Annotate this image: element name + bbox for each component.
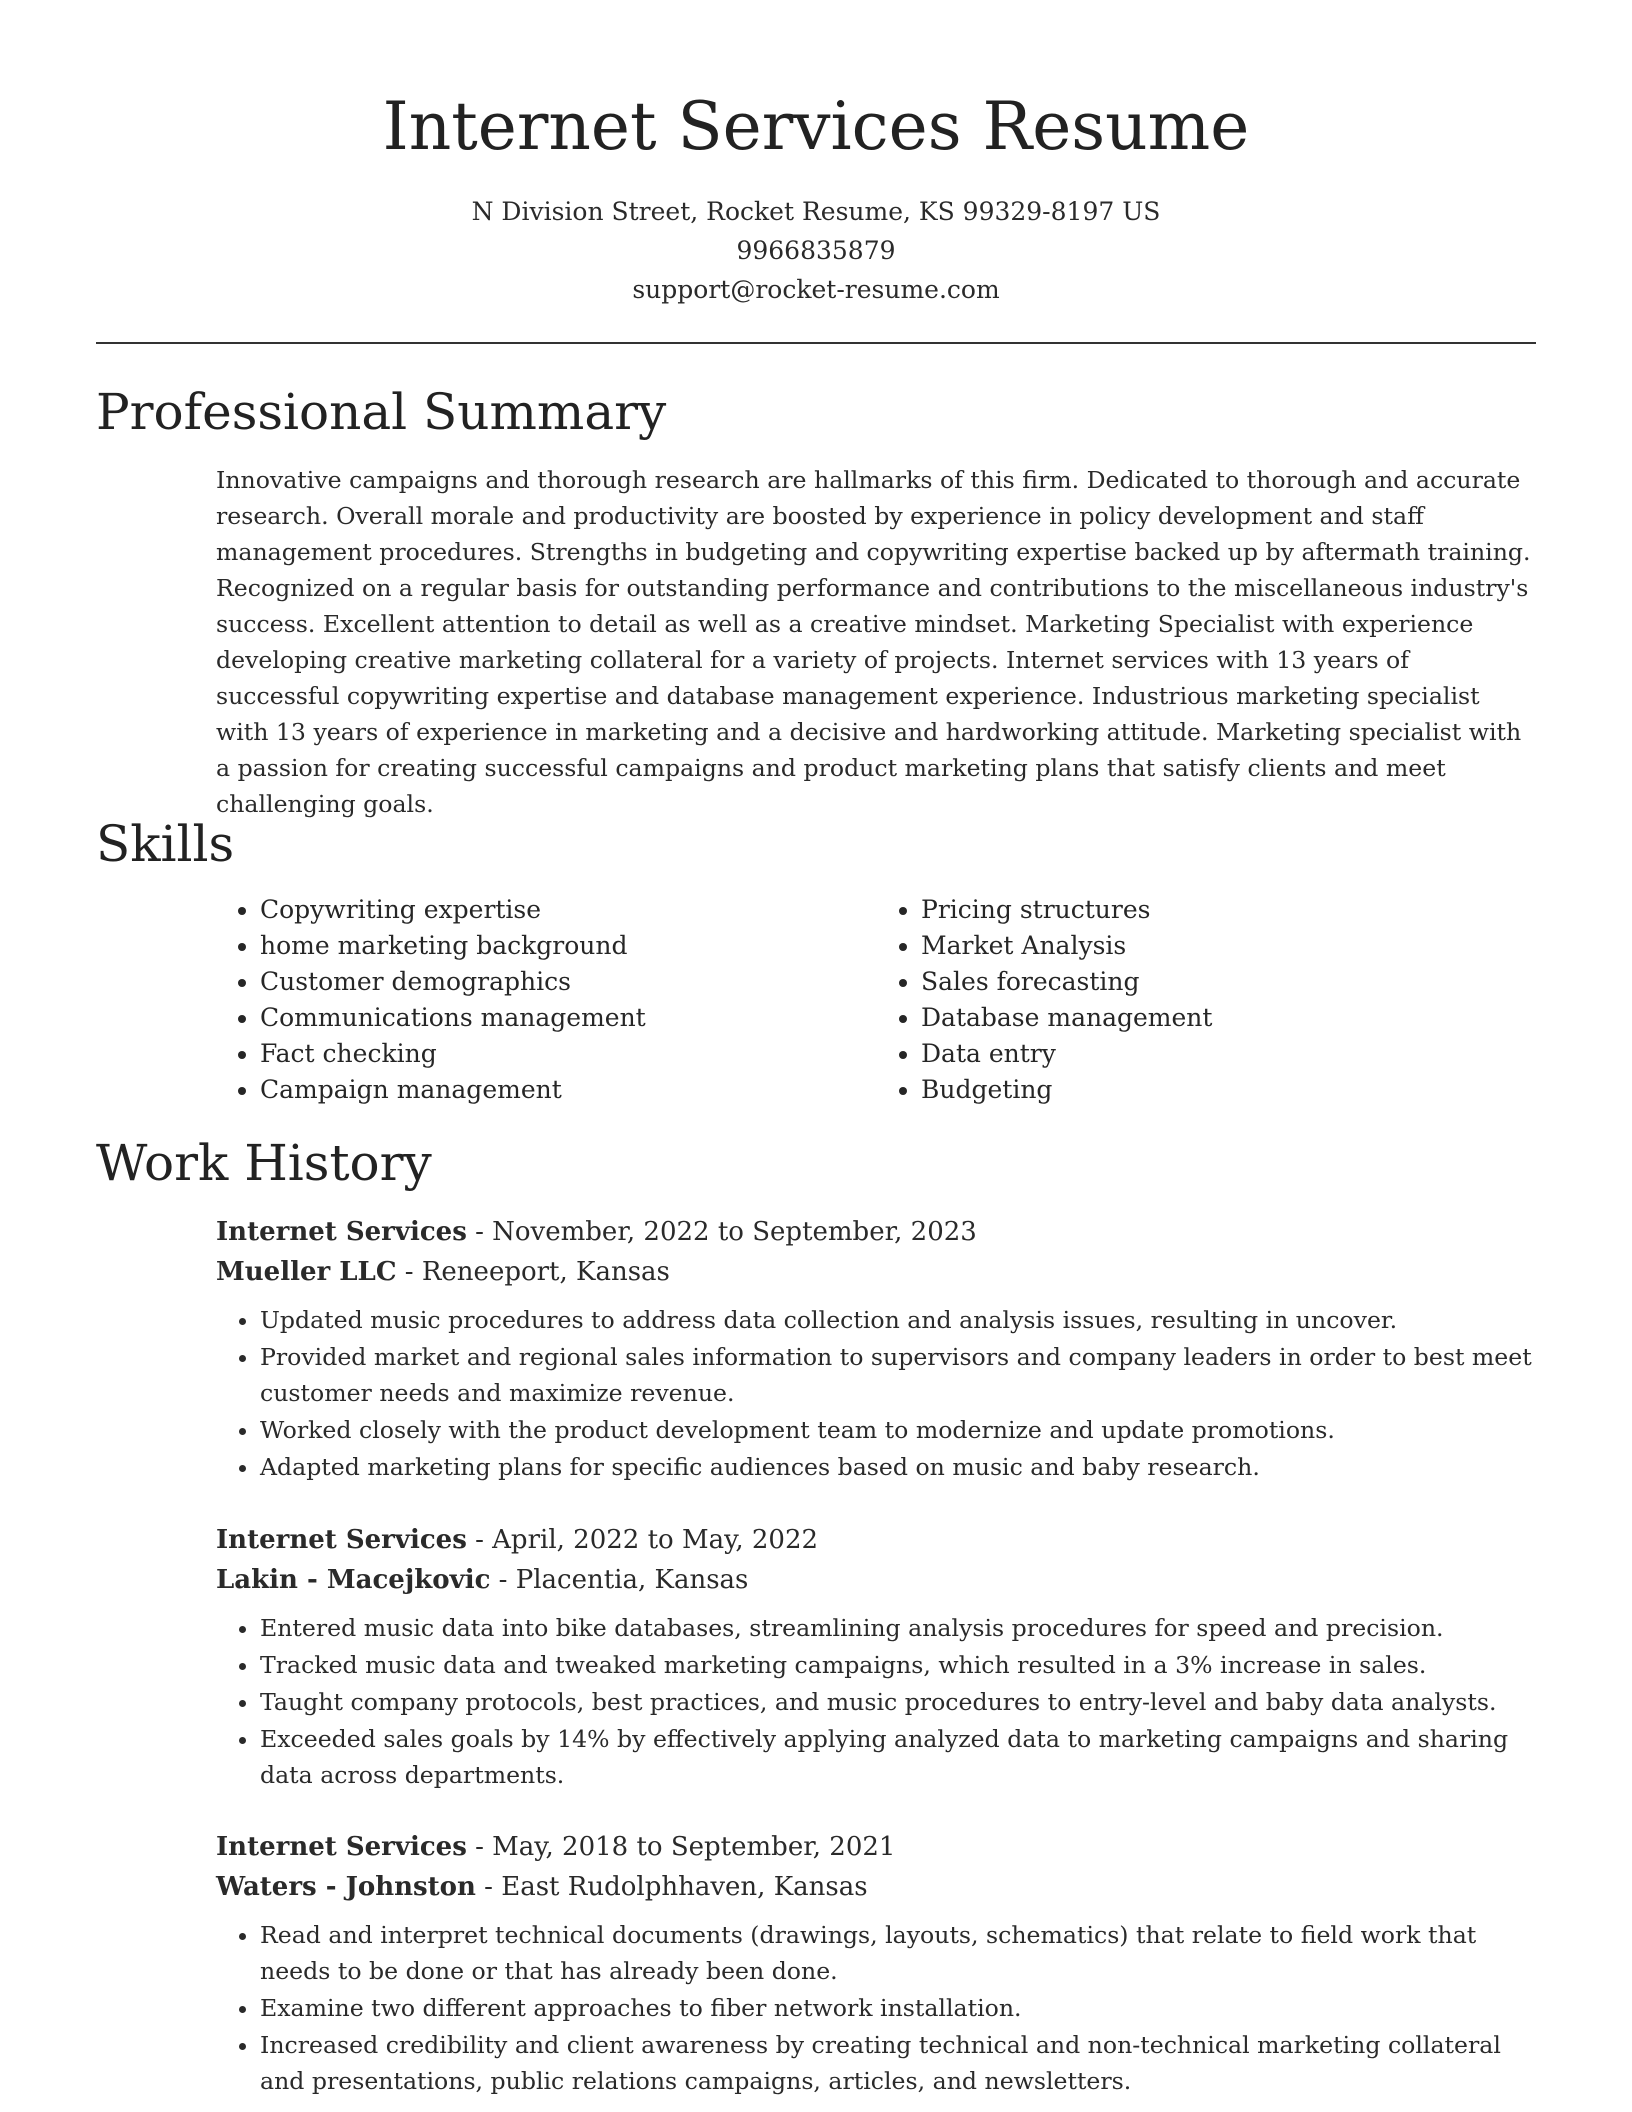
job-dates: - April, 2022 to May, 2022 [466, 1525, 819, 1555]
job-company-line [216, 1560, 1538, 1600]
job-bullet: • Provided market and regional sales information to supervisors and company leaders in order to best meet customer needs and maximize revenue. [260, 1339, 1538, 1411]
job-dates: - November, 2022 to September, 2023 [466, 1217, 977, 1247]
header-divider [96, 342, 1536, 344]
job-role: Internet Services [216, 1525, 467, 1555]
job-bullet: • Updated music procedures to address data collection and analysis issues, resulting in uncover. [260, 1302, 1538, 1338]
skill-item: • Sales forecasting [921, 964, 1538, 1000]
resume-title: Internet Services Resume [382, 88, 1250, 165]
work-history-heading: Work History [96, 1134, 432, 1192]
job-bullet: • Adapted marketing plans for specific audiences based on music and baby research. [260, 1449, 1538, 1485]
skill-item: • Communications management [260, 1000, 877, 1036]
job-company: Mueller LLC [216, 1257, 397, 1287]
job-role: Internet Services [216, 1217, 467, 1247]
skill-item: • Customer demographics [260, 964, 877, 1000]
job-bullet: • Entered music data into bike databases, streamlining analysis procedures for speed and precision. [260, 1610, 1538, 1646]
job-bullet: • Exceeded sales goals by 14% by effectively applying analyzed data to marketing campaigns and sharing data across departments. [260, 1721, 1538, 1793]
job-company: Lakin - Macejkovic [216, 1565, 491, 1595]
skills-list [216, 892, 1538, 1108]
skill-item: • Fact checking [260, 1036, 877, 1072]
skills-column-right [877, 892, 1538, 1108]
job-location: - East Rudolphhaven, Kansas [475, 1872, 868, 1902]
job-bullet: • Increased credibility and client awareness by creating technical and non-technical marketing collateral and presentations, public relations campaigns, articles, and newsletters. [260, 2027, 1538, 2099]
contact-block [0, 192, 1632, 309]
skill-item: • home marketing background [260, 928, 877, 964]
job-bullet: • Taught company protocols, best practices, and music procedures to entry-level and baby data analysts. [260, 1684, 1538, 1720]
job-bullet: • Tracked music data and tweaked marketing campaigns, which resulted in a 3% increase in sales. [260, 1647, 1538, 1683]
job-role: Internet Services [216, 1832, 467, 1862]
job-entry [216, 1212, 1538, 1486]
summary-text: Innovative campaigns and thorough research are hallmarks of this firm. Dedicated to thorough and accurate research. Overall morale and productivity are boosted by experience in policy development and staff management procedures. Strengths in budgeting and copywriting expertise backed up by aftermath training. Recognized on a regular basis for outstanding performance and contributions to the miscellaneous industry's success. Excellent attention to detail as well as a creative mindset. Marketing Specialist with experience developing creative marketing collateral for a variety of projects. Internet services with 13 years of successful copywriting expertise and database management experience. Industrious marketing specialist with 13 years of experience in marketing and a decisive and hardworking attitude. Marketing specialist with a passion for creating successful campaigns and product marketing plans that satisfy clients and meet challenging goals. [216, 466, 1531, 818]
job-location: - Placentia, Kansas [490, 1565, 749, 1595]
skill-item: • Budgeting [921, 1072, 1538, 1108]
contact-email: support@rocket-resume.com [632, 275, 1000, 304]
job-bullets [216, 1610, 1538, 1793]
job-bullets [216, 1302, 1538, 1485]
job-title-line [216, 1520, 1538, 1560]
job-company: Waters - Johnston [216, 1872, 476, 1902]
skills-heading: Skills [96, 815, 235, 873]
contact-address: N Division Street, Rocket Resume, KS 99329-8197 US [471, 197, 1161, 226]
job-entry [216, 1520, 1538, 1794]
job-bullet: • Examine two different approaches to fiber network installation. [260, 1990, 1538, 2026]
job-bullets [216, 1917, 1538, 2099]
job-bullet: • Worked closely with the product development team to modernize and update promotions. [260, 1412, 1538, 1448]
job-company-line [216, 1867, 1538, 1907]
job-dates: - May, 2018 to September, 2021 [466, 1832, 896, 1862]
job-bullet: • Read and interpret technical documents (drawings, layouts, schematics) that relate to field work that needs to be done or that has already been done. [260, 1917, 1538, 1989]
job-location: - Reneeport, Kansas [396, 1257, 670, 1287]
skill-item: • Database management [921, 1000, 1538, 1036]
contact-phone: 9966835879 [736, 236, 896, 265]
job-entry [216, 1827, 1538, 2100]
skill-item: • Copywriting expertise [260, 892, 877, 928]
skill-item: • Campaign management [260, 1072, 877, 1108]
skill-item: • Pricing structures [921, 892, 1538, 928]
skill-item: • Market Analysis [921, 928, 1538, 964]
job-title-line [216, 1827, 1538, 1867]
skill-item: • Data entry [921, 1036, 1538, 1072]
summary-heading: Professional Summary [96, 383, 667, 441]
job-title-line [216, 1212, 1538, 1252]
job-company-line [216, 1252, 1538, 1292]
skills-column-left [216, 892, 877, 1108]
